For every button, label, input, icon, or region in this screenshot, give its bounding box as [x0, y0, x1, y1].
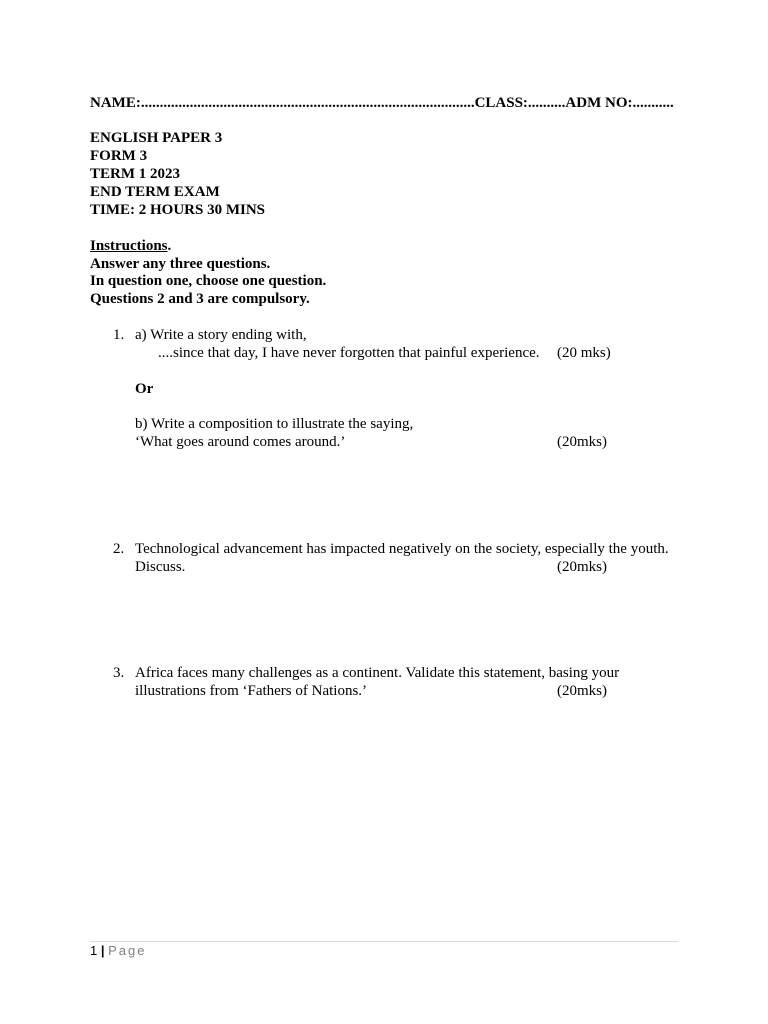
page-number: 1	[90, 943, 98, 958]
form-label: FORM 3	[90, 148, 148, 164]
instructions-heading-line	[90, 237, 171, 255]
question-1b-saying: ‘What goes around comes around.’	[135, 434, 346, 450]
page-label: Page	[108, 943, 147, 958]
question-1b-prompt: b) Write a composition to illustrate the saying,	[135, 416, 414, 432]
time-label: TIME: 2 HOURS 30 MINS	[90, 202, 266, 218]
exam-label: END TERM EXAM	[90, 184, 220, 200]
name-class-adm-line: NAME:.........................................................................................CLASS:..........ADM NO:...........	[90, 95, 674, 111]
instruction-line-1: Answer any three questions.	[90, 256, 271, 272]
question-3-number: 3.	[113, 665, 125, 681]
question-2-text-line-2: Discuss.	[135, 559, 186, 575]
instruction-line-3: Questions 2 and 3 are compulsory.	[90, 291, 310, 307]
paper-title: ENGLISH PAPER 3	[90, 130, 223, 146]
question-1-or: Or	[135, 381, 154, 397]
question-1b-marks: (20mks)	[557, 434, 607, 450]
instructions-heading-period: .	[167, 238, 172, 254]
instructions-heading: Instructions	[90, 238, 168, 254]
page-footer	[90, 943, 147, 959]
page-separator: |	[100, 943, 105, 958]
question-2-marks: (20mks)	[557, 559, 607, 575]
footer-divider	[90, 941, 678, 942]
question-3-text-line-1: Africa faces many challenges as a continent. Validate this statement, basing your	[135, 665, 620, 681]
question-3-text-line-2: illustrations from ‘Fathers of Nations.’	[135, 683, 368, 699]
question-2-number: 2.	[113, 541, 125, 557]
question-1a-ending: ....since that day, I have never forgotten that painful experience.	[158, 345, 540, 361]
question-1a-marks: (20 mks)	[557, 345, 611, 361]
question-3-marks: (20mks)	[557, 683, 607, 699]
term-label: TERM 1 2023	[90, 166, 180, 182]
instruction-line-2: In question one, choose one question.	[90, 273, 327, 289]
question-1-number: 1.	[113, 327, 125, 343]
question-2-text-line-1: Technological advancement has impacted negatively on the society, especially the youth.	[135, 541, 669, 557]
question-1a-prompt: a) Write a story ending with,	[135, 327, 307, 343]
